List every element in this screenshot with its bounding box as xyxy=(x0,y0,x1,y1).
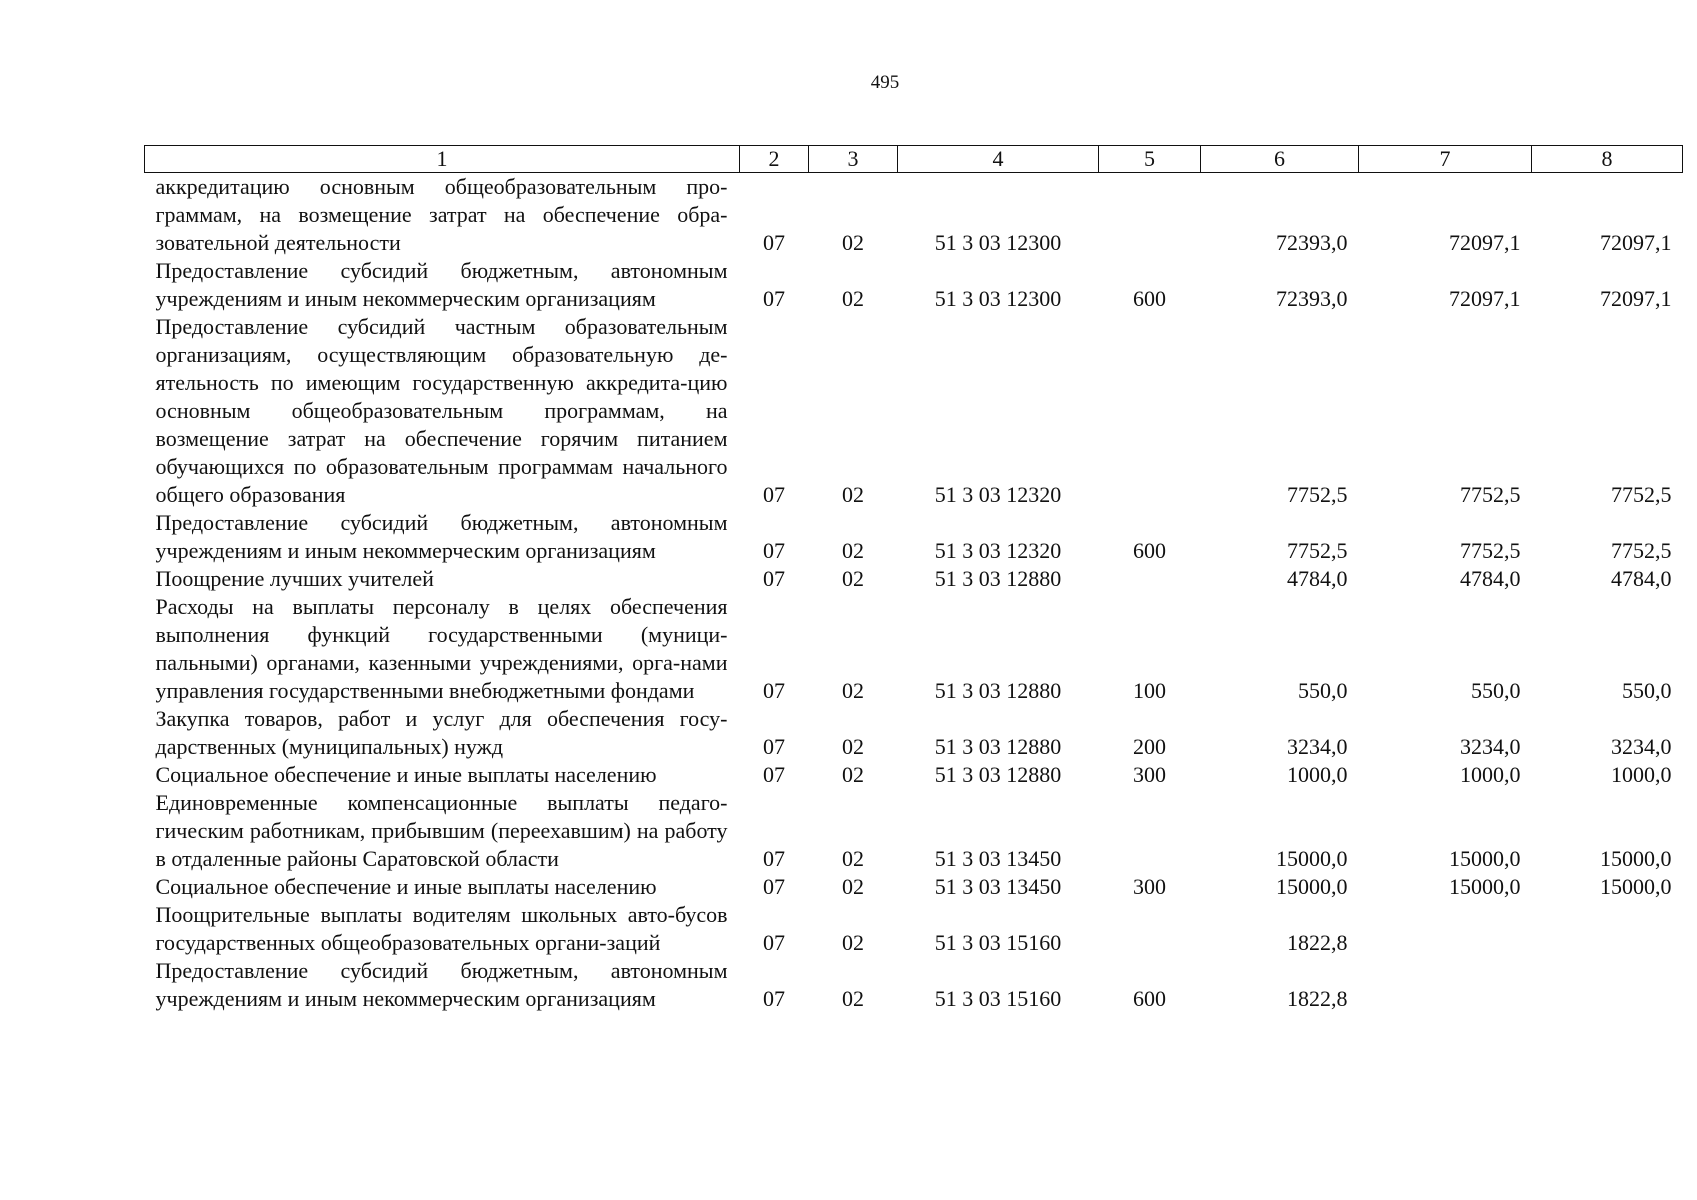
expense-name-cell: Социальное обеспечение и иные выплаты населению xyxy=(155,762,657,787)
amount-year2-cell xyxy=(1359,957,1532,1013)
target-article-cell: 51 3 03 12880 xyxy=(934,734,1062,759)
subsection-code-cell: 02 xyxy=(842,762,864,787)
subsection-code-cell: 02 xyxy=(842,846,864,871)
amount-year2-cell: 3234,0 xyxy=(1460,734,1521,759)
column-header-2: 2 xyxy=(740,146,809,173)
amount-year1-cell: 7752,5 xyxy=(1287,538,1348,563)
amount-year2-cell: 72097,1 xyxy=(1449,230,1521,255)
amount-year3-cell: 1000,0 xyxy=(1611,762,1672,787)
section-code-cell: 07 xyxy=(763,286,785,311)
expense-name-cell: Закупка товаров, работ и услуг для обеспечения госу-дарственных (муниципальных) нужд xyxy=(155,706,728,759)
subsection-code-cell: 02 xyxy=(842,538,864,563)
table-row xyxy=(145,593,1683,705)
expense-name-cell: Предоставление субсидий бюджетным, автономным учреждениям и иным некоммерческим организациям xyxy=(155,510,728,563)
budget-table xyxy=(144,145,1683,1013)
target-article-cell: 51 3 03 12880 xyxy=(934,566,1062,591)
amount-year2-cell: 1000,0 xyxy=(1460,762,1521,787)
expense-type-cell: 300 xyxy=(1133,762,1166,787)
amount-year2-cell: 7752,5 xyxy=(1460,538,1521,563)
subsection-code-cell: 02 xyxy=(842,566,864,591)
expense-type-cell: 200 xyxy=(1133,734,1166,759)
table-body xyxy=(145,173,1683,1014)
amount-year2-cell: 4784,0 xyxy=(1460,566,1521,591)
header-row xyxy=(145,146,1683,173)
subsection-code-cell: 02 xyxy=(842,230,864,255)
amount-year3-cell: 15000,0 xyxy=(1600,874,1672,899)
amount-year3-cell: 4784,0 xyxy=(1611,566,1672,591)
expense-name-cell: Поощрительные выплаты водителям школьных авто-бусов государственных общеобразовательных органи-заций xyxy=(155,902,728,955)
amount-year1-cell: 1822,8 xyxy=(1287,930,1348,955)
subsection-code-cell: 02 xyxy=(842,986,864,1011)
section-code-cell: 07 xyxy=(763,482,785,507)
amount-year2-cell: 7752,5 xyxy=(1460,482,1521,507)
expense-type-cell: 600 xyxy=(1133,286,1166,311)
column-header-4: 4 xyxy=(898,146,1099,173)
target-article-cell: 51 3 03 12880 xyxy=(934,762,1062,787)
column-header-5: 5 xyxy=(1099,146,1201,173)
section-code-cell: 07 xyxy=(763,762,785,787)
table-row xyxy=(145,313,1683,509)
target-article-cell: 51 3 03 13450 xyxy=(934,846,1062,871)
amount-year3-cell xyxy=(1532,957,1683,1013)
amount-year3-cell: 15000,0 xyxy=(1600,846,1672,871)
section-code-cell: 07 xyxy=(763,874,785,899)
amount-year2-cell xyxy=(1359,901,1532,957)
amount-year1-cell: 550,0 xyxy=(1298,678,1348,703)
subsection-code-cell: 02 xyxy=(842,286,864,311)
column-header-6: 6 xyxy=(1201,146,1359,173)
section-code-cell: 07 xyxy=(763,986,785,1011)
subsection-code-cell: 02 xyxy=(842,678,864,703)
expense-type-cell xyxy=(1099,173,1201,258)
column-header-3: 3 xyxy=(809,146,898,173)
expense-type-cell xyxy=(1099,313,1201,509)
section-code-cell: 07 xyxy=(763,734,785,759)
column-header-1: 1 xyxy=(145,146,740,173)
amount-year1-cell: 7752,5 xyxy=(1287,482,1348,507)
expense-type-cell xyxy=(1099,901,1201,957)
amount-year1-cell: 72393,0 xyxy=(1276,230,1348,255)
expense-name-cell: Предоставление субсидий частным образовательным организациям, осуществляющим образовательную де-ятельность по имеющим государственную аккредита-цию основным общеобразовательным программам, на возмещение затрат на обеспечение горячим питанием обучающихся по образовательным программам начального общего образования xyxy=(155,314,728,507)
page-number: 495 xyxy=(870,72,900,93)
column-header-7: 7 xyxy=(1359,146,1532,173)
table-row xyxy=(145,257,1683,313)
expense-name-cell: Социальное обеспечение и иные выплаты населению xyxy=(155,874,657,899)
section-code-cell: 07 xyxy=(763,930,785,955)
amount-year1-cell: 4784,0 xyxy=(1287,566,1348,591)
amount-year3-cell: 72097,1 xyxy=(1600,286,1672,311)
amount-year1-cell: 3234,0 xyxy=(1287,734,1348,759)
expense-type-cell: 300 xyxy=(1133,874,1166,899)
expense-type-cell: 600 xyxy=(1133,538,1166,563)
expense-type-cell xyxy=(1099,789,1201,873)
amount-year1-cell: 1822,8 xyxy=(1287,986,1348,1011)
amount-year3-cell: 3234,0 xyxy=(1611,734,1672,759)
amount-year3-cell xyxy=(1532,901,1683,957)
table-row xyxy=(145,957,1683,1013)
expense-name-cell: Предоставление субсидий бюджетным, автономным учреждениям и иным некоммерческим организациям xyxy=(155,958,728,1011)
expense-name-cell: Единовременные компенсационные выплаты педаго-гическим работникам, прибывшим (переехавшим) на работу в отдаленные районы Саратовской области xyxy=(155,790,728,871)
expense-name-cell: Поощрение лучших учителей xyxy=(155,566,434,591)
section-code-cell: 07 xyxy=(763,538,785,563)
subsection-code-cell: 02 xyxy=(842,734,864,759)
expense-type-cell xyxy=(1099,565,1201,593)
target-article-cell: 51 3 03 15160 xyxy=(934,930,1062,955)
amount-year1-cell: 15000,0 xyxy=(1276,874,1348,899)
expense-type-cell: 600 xyxy=(1133,986,1166,1011)
target-article-cell: 51 3 03 13450 xyxy=(934,874,1062,899)
amount-year2-cell: 15000,0 xyxy=(1449,846,1521,871)
amount-year1-cell: 72393,0 xyxy=(1276,286,1348,311)
target-article-cell: 51 3 03 12320 xyxy=(934,482,1062,507)
expense-name-cell: аккредитацию основным общеобразовательным про-граммам, на возмещение затрат на обеспечение обра-зовательной деятельности xyxy=(155,174,728,255)
target-article-cell: 51 3 03 12880 xyxy=(934,678,1062,703)
expense-name-cell: Расходы на выплаты персоналу в целях обеспечения выполнения функций государственными (муници-пальными) органами, казенными учреждениями, орга-нами управления государственными внебюджетными фондами xyxy=(155,594,728,703)
table-row xyxy=(145,901,1683,957)
amount-year2-cell: 550,0 xyxy=(1471,678,1521,703)
amount-year1-cell: 15000,0 xyxy=(1276,846,1348,871)
target-article-cell: 51 3 03 12300 xyxy=(934,230,1062,255)
section-code-cell: 07 xyxy=(763,566,785,591)
table-row xyxy=(145,565,1683,593)
section-code-cell: 07 xyxy=(763,678,785,703)
target-article-cell: 51 3 03 15160 xyxy=(934,986,1062,1011)
amount-year3-cell: 7752,5 xyxy=(1611,482,1672,507)
subsection-code-cell: 02 xyxy=(842,874,864,899)
expense-type-cell: 100 xyxy=(1133,678,1166,703)
section-code-cell: 07 xyxy=(763,846,785,871)
amount-year1-cell: 1000,0 xyxy=(1287,762,1348,787)
amount-year3-cell: 7752,5 xyxy=(1611,538,1672,563)
amount-year2-cell: 15000,0 xyxy=(1449,874,1521,899)
amount-year3-cell: 550,0 xyxy=(1622,678,1672,703)
amount-year3-cell: 72097,1 xyxy=(1600,230,1672,255)
amount-year2-cell: 72097,1 xyxy=(1449,286,1521,311)
section-code-cell: 07 xyxy=(763,230,785,255)
table-row xyxy=(145,761,1683,789)
table-row xyxy=(145,789,1683,873)
table-row xyxy=(145,173,1683,258)
subsection-code-cell: 02 xyxy=(842,930,864,955)
target-article-cell: 51 3 03 12320 xyxy=(934,538,1062,563)
table-row xyxy=(145,873,1683,901)
column-header-8: 8 xyxy=(1532,146,1683,173)
table-row xyxy=(145,509,1683,565)
subsection-code-cell: 02 xyxy=(842,482,864,507)
target-article-cell: 51 3 03 12300 xyxy=(934,286,1062,311)
expense-name-cell: Предоставление субсидий бюджетным, автономным учреждениям и иным некоммерческим организациям xyxy=(155,258,728,311)
table-row xyxy=(145,705,1683,761)
